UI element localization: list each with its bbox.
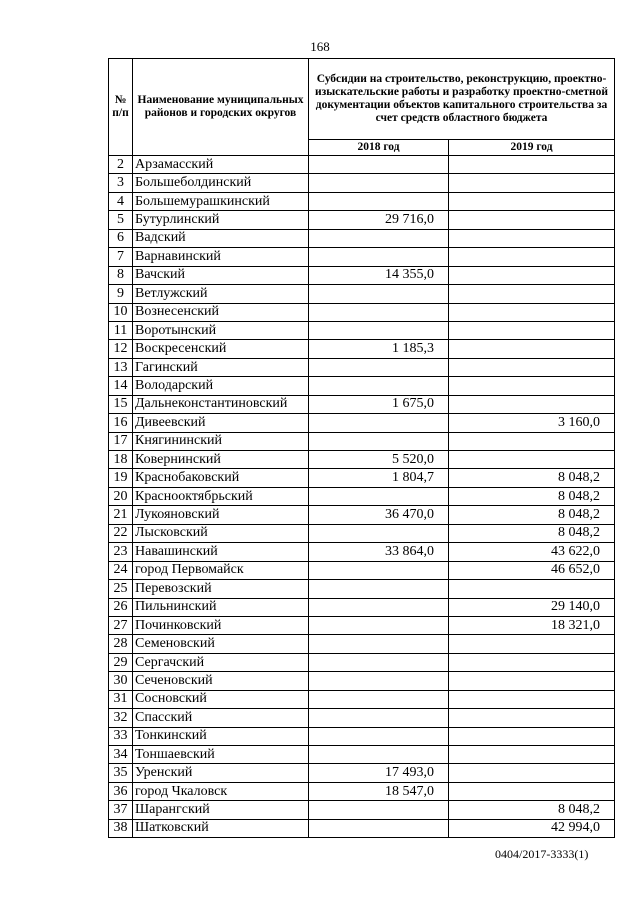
table-row (109, 580, 615, 598)
value-2018 (309, 487, 449, 505)
row-number: 19 (109, 469, 133, 487)
value-2018 (309, 174, 449, 192)
row-number: 14 (109, 377, 133, 395)
district-name: Тонкинский (133, 727, 309, 745)
table-row (109, 321, 615, 339)
header-num-text: № п/п (112, 94, 129, 119)
value-2019: 8 048,2 (449, 506, 615, 524)
table-row (109, 727, 615, 745)
district-name: Уренский (133, 764, 309, 782)
table-row (109, 598, 615, 616)
value-2019: 3 160,0 (449, 414, 615, 432)
row-number: 31 (109, 690, 133, 708)
value-2019 (449, 782, 615, 800)
value-2019 (449, 395, 615, 413)
row-number: 7 (109, 248, 133, 266)
district-name: Большемурашкинский (133, 192, 309, 210)
value-2019 (449, 303, 615, 321)
row-number: 23 (109, 543, 133, 561)
value-2019 (449, 156, 615, 174)
table-row (109, 801, 615, 819)
value-2018 (309, 709, 449, 727)
document-code: 0404/2017-3333(1) (495, 847, 589, 861)
value-2018 (309, 690, 449, 708)
row-number: 38 (109, 819, 133, 837)
row-number: 3 (109, 174, 133, 192)
district-name: Воротынский (133, 321, 309, 339)
district-name: город Первомайск (133, 561, 309, 579)
value-2018 (309, 561, 449, 579)
table-row (109, 211, 615, 229)
district-name: Воскресенский (133, 340, 309, 358)
table-row (109, 672, 615, 690)
district-name: Дивеевский (133, 414, 309, 432)
table-row (109, 451, 615, 469)
header-name: Наименование муниципальных районов и городских округов (133, 59, 309, 156)
value-2018 (309, 432, 449, 450)
row-number: 33 (109, 727, 133, 745)
district-name: Шарангский (133, 801, 309, 819)
row-number: 35 (109, 764, 133, 782)
value-2019 (449, 432, 615, 450)
district-name: Шатковский (133, 819, 309, 837)
table-row (109, 377, 615, 395)
value-2019 (449, 192, 615, 210)
district-name: Большеболдинский (133, 174, 309, 192)
row-number: 12 (109, 340, 133, 358)
value-2019 (449, 358, 615, 376)
value-2018 (309, 801, 449, 819)
district-name: Вачский (133, 266, 309, 284)
value-2018 (309, 524, 449, 542)
table-row (109, 432, 615, 450)
row-number: 36 (109, 782, 133, 800)
district-name: Ковернинский (133, 451, 309, 469)
value-2018 (309, 616, 449, 634)
row-number: 4 (109, 192, 133, 210)
row-number: 22 (109, 524, 133, 542)
value-2019 (449, 211, 615, 229)
header-year-2018: 2018 год (309, 140, 449, 156)
value-2018 (309, 653, 449, 671)
value-2018: 1 675,0 (309, 395, 449, 413)
value-2019 (449, 653, 615, 671)
table-row (109, 506, 615, 524)
value-2018: 18 547,0 (309, 782, 449, 800)
district-name: Сергачский (133, 653, 309, 671)
value-2019: 8 048,2 (449, 801, 615, 819)
district-name: Навашинский (133, 543, 309, 561)
value-2018 (309, 580, 449, 598)
table-row (109, 616, 615, 634)
value-2019 (449, 340, 615, 358)
table-row (109, 174, 615, 192)
value-2019: 46 652,0 (449, 561, 615, 579)
table-row (109, 746, 615, 764)
value-2019 (449, 709, 615, 727)
table-row (109, 561, 615, 579)
value-2019 (449, 451, 615, 469)
header-num (109, 59, 133, 156)
district-name: Перевозский (133, 580, 309, 598)
value-2019: 8 048,2 (449, 524, 615, 542)
district-name: Починковский (133, 616, 309, 634)
value-2019 (449, 248, 615, 266)
header-year-2019: 2019 год (449, 140, 615, 156)
district-name: Сеченовский (133, 672, 309, 690)
district-name: Пильнинский (133, 598, 309, 616)
district-name: Краснооктябрьский (133, 487, 309, 505)
value-2018 (309, 819, 449, 837)
district-name: Краснобаковский (133, 469, 309, 487)
value-2019: 8 048,2 (449, 487, 615, 505)
row-number: 34 (109, 746, 133, 764)
row-number: 24 (109, 561, 133, 579)
header-subsidy: Субсидии на строительство, реконструкцию, проектно-изыскательские работы и разработку проектно-сметной документации объектов капитального строительства за счет средств областного бюджета (309, 59, 615, 140)
district-name: Варнавинский (133, 248, 309, 266)
value-2018: 33 864,0 (309, 543, 449, 561)
table-row (109, 469, 615, 487)
row-number: 9 (109, 285, 133, 303)
value-2019 (449, 690, 615, 708)
value-2019 (449, 635, 615, 653)
table-row (109, 524, 615, 542)
value-2018 (309, 285, 449, 303)
table-row (109, 487, 615, 505)
value-2018 (309, 321, 449, 339)
value-2018: 14 355,0 (309, 266, 449, 284)
header-row (109, 59, 615, 140)
district-name: Дальнеконстантиновский (133, 395, 309, 413)
table-row (109, 266, 615, 284)
value-2019 (449, 266, 615, 284)
page-number: 168 (310, 39, 330, 54)
row-number: 10 (109, 303, 133, 321)
table-row (109, 709, 615, 727)
row-number: 37 (109, 801, 133, 819)
table-row (109, 303, 615, 321)
value-2018 (309, 672, 449, 690)
table-row (109, 543, 615, 561)
value-2019: 42 994,0 (449, 819, 615, 837)
value-2019 (449, 580, 615, 598)
district-name: Бутурлинский (133, 211, 309, 229)
value-2019 (449, 764, 615, 782)
table-row (109, 653, 615, 671)
table-row (109, 764, 615, 782)
value-2019: 29 140,0 (449, 598, 615, 616)
value-2018: 5 520,0 (309, 451, 449, 469)
district-name: Лысковский (133, 524, 309, 542)
district-name: Спасский (133, 709, 309, 727)
value-2018 (309, 303, 449, 321)
table-row (109, 690, 615, 708)
row-number: 29 (109, 653, 133, 671)
row-number: 30 (109, 672, 133, 690)
value-2019 (449, 321, 615, 339)
table-row (109, 340, 615, 358)
district-name: Арзамасский (133, 156, 309, 174)
value-2019: 43 622,0 (449, 543, 615, 561)
row-number: 11 (109, 321, 133, 339)
district-name: Вознесенский (133, 303, 309, 321)
row-number: 27 (109, 616, 133, 634)
district-name: Володарский (133, 377, 309, 395)
row-number: 28 (109, 635, 133, 653)
subsidy-table (108, 58, 615, 838)
value-2019 (449, 377, 615, 395)
table-row (109, 248, 615, 266)
value-2018: 1 185,3 (309, 340, 449, 358)
value-2018 (309, 377, 449, 395)
value-2018 (309, 635, 449, 653)
value-2018 (309, 358, 449, 376)
district-name: Княгининский (133, 432, 309, 450)
row-number: 16 (109, 414, 133, 432)
row-number: 5 (109, 211, 133, 229)
row-number: 21 (109, 506, 133, 524)
table-row (109, 229, 615, 247)
value-2018 (309, 414, 449, 432)
value-2019 (449, 672, 615, 690)
table-row (109, 635, 615, 653)
row-number: 2 (109, 156, 133, 174)
table-row (109, 395, 615, 413)
district-name: Семеновский (133, 635, 309, 653)
row-number: 17 (109, 432, 133, 450)
value-2019: 18 321,0 (449, 616, 615, 634)
value-2018 (309, 248, 449, 266)
table-row (109, 192, 615, 210)
row-number: 15 (109, 395, 133, 413)
value-2018 (309, 727, 449, 745)
value-2019 (449, 727, 615, 745)
row-number: 8 (109, 266, 133, 284)
value-2019 (449, 285, 615, 303)
value-2019 (449, 746, 615, 764)
value-2018: 17 493,0 (309, 764, 449, 782)
table-row (109, 782, 615, 800)
value-2018 (309, 156, 449, 174)
value-2018 (309, 746, 449, 764)
row-number: 32 (109, 709, 133, 727)
value-2019 (449, 174, 615, 192)
table-row (109, 156, 615, 174)
district-name: город Чкаловск (133, 782, 309, 800)
district-name: Сосновский (133, 690, 309, 708)
district-name: Гагинский (133, 358, 309, 376)
value-2019 (449, 229, 615, 247)
table-body (109, 156, 615, 838)
table-row (109, 358, 615, 376)
district-name: Тоншаевский (133, 746, 309, 764)
table-row (109, 819, 615, 837)
row-number: 13 (109, 358, 133, 376)
value-2019: 8 048,2 (449, 469, 615, 487)
table-row (109, 414, 615, 432)
row-number: 26 (109, 598, 133, 616)
value-2018: 36 470,0 (309, 506, 449, 524)
table-row (109, 285, 615, 303)
value-2018: 29 716,0 (309, 211, 449, 229)
row-number: 18 (109, 451, 133, 469)
value-2018: 1 804,7 (309, 469, 449, 487)
district-name: Ветлужский (133, 285, 309, 303)
value-2018 (309, 598, 449, 616)
value-2018 (309, 192, 449, 210)
value-2018 (309, 229, 449, 247)
row-number: 20 (109, 487, 133, 505)
row-number: 6 (109, 229, 133, 247)
district-name: Вадский (133, 229, 309, 247)
district-name: Лукояновский (133, 506, 309, 524)
row-number: 25 (109, 580, 133, 598)
